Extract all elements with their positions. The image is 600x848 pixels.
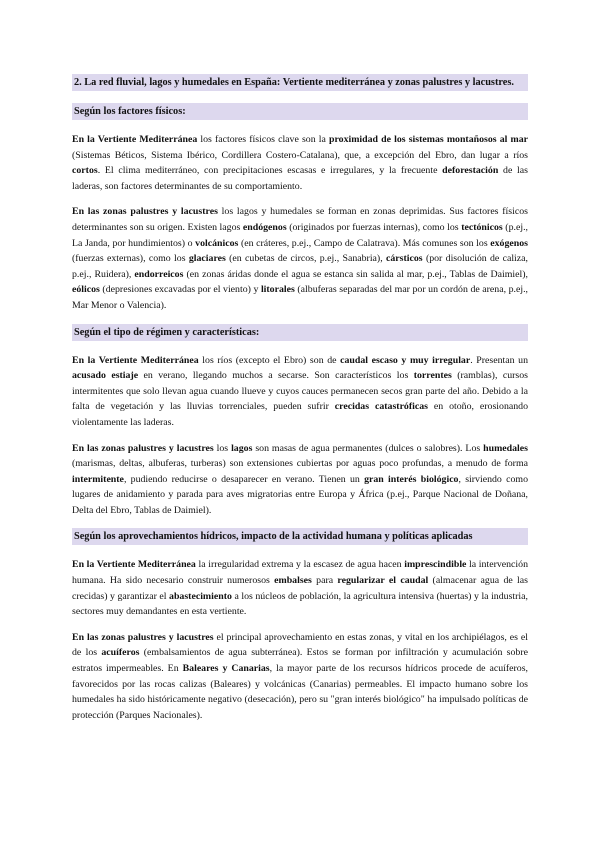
bold-text: acusado estiaje (72, 370, 139, 382)
bold-text: crecidas catastróficas (334, 401, 428, 413)
bold-text: exógenos (490, 237, 528, 249)
bold-text: En las zonas palustres y lacustres (72, 442, 214, 454)
text-run: en otoño, erosionando violentamente las laderas. (72, 401, 529, 428)
text-run: la irregularidad extrema y la escasez de agua hacen (195, 559, 405, 571)
bold-text: Baleares y Canarias (182, 663, 270, 675)
text-run: los factores físicos clave son la (197, 134, 329, 145)
paragraph (72, 630, 528, 724)
paragraph (72, 441, 528, 519)
bold-text: imprescindible (404, 559, 467, 571)
text-run: (por disolución de caliza, p.ej., Ruidera), (72, 253, 528, 280)
bold-text: caudal escaso y muy irregular (340, 354, 471, 366)
text-run: (embalsamientos de agua subterránea). Estos se forman por infiltración y acumulación sobre estratos impermeables. En (72, 647, 529, 675)
text-run: (marismas, deltas, albuferas, turberas) son extensiones cubiertas por aguas poco profundas, a menudo de forma (72, 458, 528, 470)
bold-text: cortos (72, 165, 98, 177)
text-run: los (213, 442, 232, 454)
text-run: (originados por fuerzas internas), como los (286, 221, 462, 233)
bold-text: En la Vertiente Mediterránea (72, 134, 198, 145)
bold-text: volcánicos (195, 237, 239, 249)
bold-text: torrentes (413, 370, 452, 382)
section-heading: Según el tipo de régimen y características: (72, 324, 528, 341)
document-content (72, 74, 528, 733)
text-run: . Presentan un (470, 354, 529, 366)
text-run: de las laderas, son factores determinantes de su comportamiento. (72, 165, 528, 192)
bold-text: cársticos (385, 253, 423, 265)
text-run: la intervención humana. Ha sido necesario construir numerosos (72, 559, 529, 587)
bold-text: gran interés biológico (364, 473, 459, 485)
bold-text: endorreicos (134, 268, 184, 280)
paragraph (72, 132, 528, 194)
text-run: (p.ej., La Janda, por hundimientos) o (72, 221, 528, 249)
paragraph (72, 557, 528, 619)
text-run: (depresiones excavadas por el viento) y (99, 284, 261, 296)
text-run: , sirviendo como lugares de anidamiento y parada para aves migratorias entre Europa y África (p.ej., Parque Nacional de Doñana, Delta del Ebro, Tablas de Daimiel). (72, 473, 528, 516)
bold-text: En las zonas palustres y lacustres (72, 631, 214, 643)
bold-text: acuíferos (101, 647, 140, 659)
text-run: son masas de agua permanentes (dulces o salobres). Los (252, 442, 484, 454)
paragraph (72, 353, 528, 431)
section-heading: Según los factores físicos: (72, 103, 528, 120)
text-run: el principal aprovechamiento en estas zonas, y vital en los archipiélagos, es el de los (72, 631, 528, 659)
bold-text: humedales (483, 442, 528, 454)
bold-text: regularizar el caudal (337, 575, 429, 587)
bold-text: En las zonas palustres y lacustres (72, 206, 218, 218)
text-run: (en cráteres, p.ej., Campo de Calatrava). Más comunes son los (238, 237, 491, 249)
section-regime (72, 324, 528, 519)
bold-text: lagos (231, 442, 253, 454)
bold-text: tectónicos (461, 221, 503, 233)
bold-text: proximidad de los sistemas montañosos al mar (328, 134, 528, 145)
text-run: , pudiendo reducirse o desaparecer en verano. Tienen un (123, 473, 365, 485)
bold-text: litorales (260, 284, 295, 296)
text-run: (ramblas), cursos intermitentes que solo llevan agua cuando llueve y cuyos cauces permanecen secos gran parte del año. Debido a la falta de vegetación y las lluvias torrenciales, pueden sufrir (72, 370, 528, 413)
bold-text: embalses (274, 575, 312, 587)
text-run: (almacenar agua de las crecidas) y garantizar el (72, 575, 528, 602)
text-run: , la mayor parte de los recursos hídricos procede de acuíferos, favorecidos por las rocas calizas (Baleares) y volcánicas (Canarias) permeables. El impacto humano sobre los humedales ha sido históricamente negativo (desecación), pero su "gran interés biológico" ha impulsado políticas de protección (Parques Nacionales). (72, 663, 529, 721)
text-run: los ríos (excepto el Ebro) son de (198, 354, 341, 366)
bold-text: eólicos (72, 284, 100, 296)
text-run: en verano, llegando muchos a secarse. Son característicos los (138, 370, 414, 382)
bold-text: glaciares (188, 253, 226, 265)
section-physical-factors (72, 103, 528, 314)
text-run: (albuferas separadas del mar por un cordón de arena, p.ej., Mar Menor o Valencia). (72, 284, 528, 311)
bold-text: En la Vertiente Mediterránea (72, 559, 196, 571)
bold-text: En la Vertiente Mediterránea (72, 354, 199, 366)
text-run: (en cubetas de circos, p.ej., Sanabria), (225, 253, 386, 265)
bold-text: endógenos (242, 221, 287, 233)
section-heading: Según los aprovechamientos hídricos, impacto de la actividad humana y políticas aplicadas (72, 528, 528, 545)
bold-text: intermitente (72, 473, 124, 485)
section-water-use (72, 528, 528, 723)
text-run: (fuerzas externas), como los (72, 253, 189, 265)
document-title: 2. La red fluvial, lagos y humedales en España: Vertiente mediterránea y zonas palustres y lacustres. (72, 74, 528, 91)
text-run: los lagos y humedales se forman en zonas deprimidas. Sus factores físicos determinantes son su origen. Existen lagos (72, 206, 528, 233)
text-run: (en zonas áridas donde el agua se estanca sin salida al mar, p.ej., Tablas de Daimiel), (183, 268, 528, 280)
bold-text: abastecimiento (169, 590, 232, 602)
text-run: para (311, 575, 338, 587)
text-run: (Sistemas Béticos, Sistema Ibérico, Cordillera Costero-Catalana), que, a excepción del Ebro, dan lugar a ríos (72, 149, 528, 161)
text-run: a los núcleos de población, la agricultura intensiva (huertas) y la industria, sectores muy demandantes en esta vertiente. (72, 590, 528, 618)
bold-text: deforestación (442, 165, 499, 177)
paragraph (72, 204, 528, 313)
text-run: . El clima mediterráneo, con precipitaciones escasas e irregulares, y la frecuente (97, 165, 443, 177)
